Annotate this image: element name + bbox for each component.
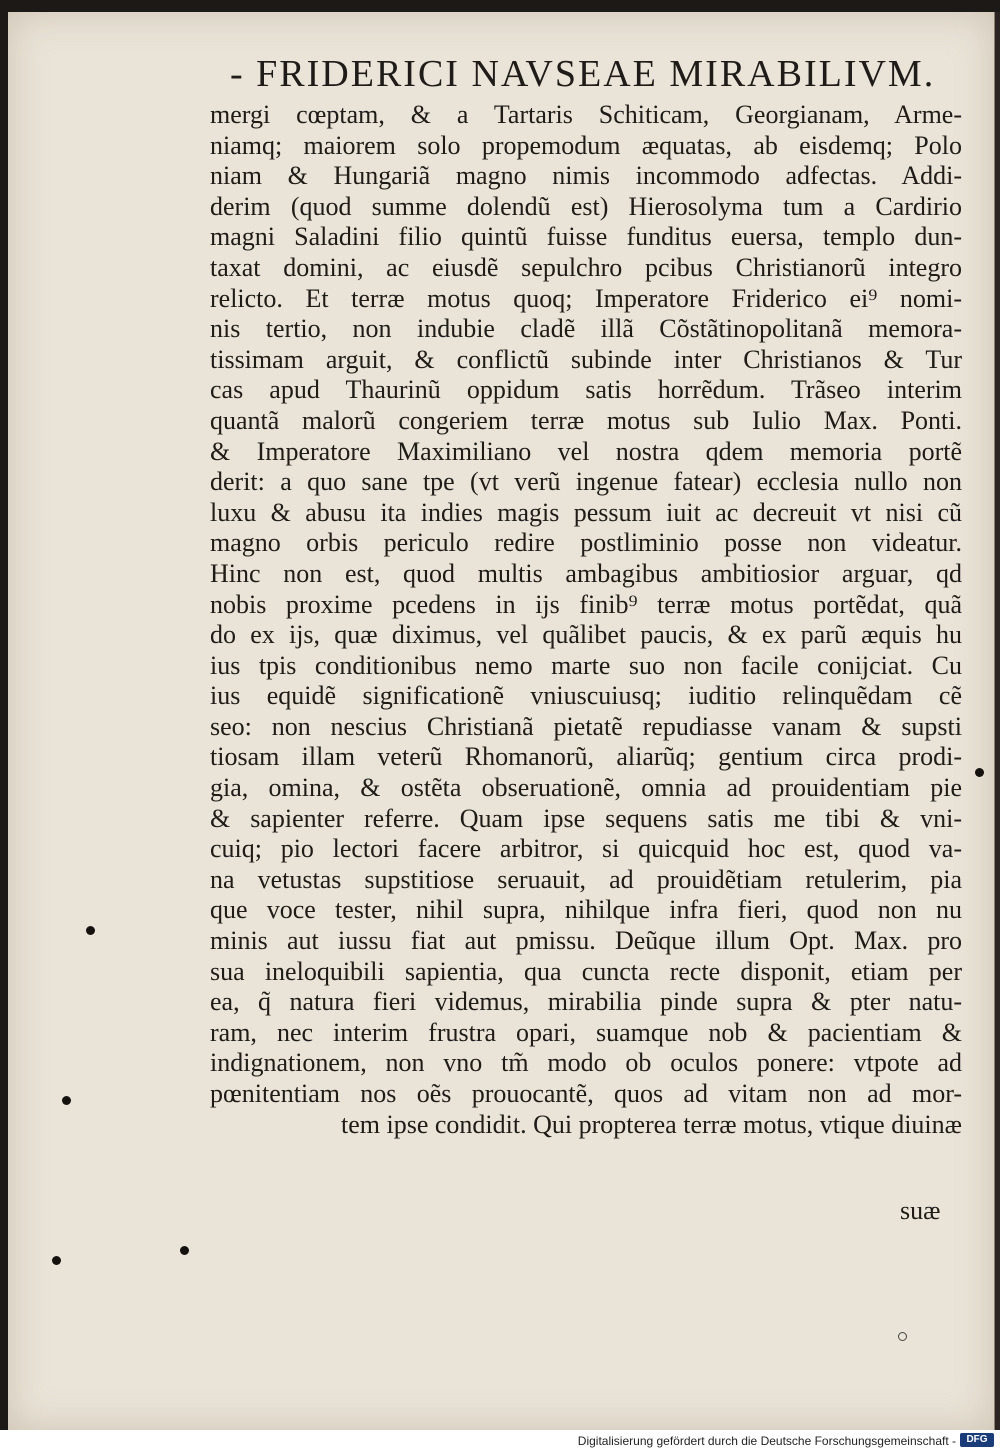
scan-border-left [0, 0, 8, 1453]
scan-border-top [0, 0, 1000, 12]
text-line: tiosam illam veterũ Rhomanorũ, aliarũq; gentium circa prodi- [210, 742, 962, 772]
text-line: cuiq; pio lectori facere arbitror, si quicquid hoc est, quod va- [210, 834, 962, 864]
margin-mark [52, 1256, 61, 1265]
running-head-dash: - [230, 53, 245, 95]
text-line: ram, nec interim frustra opari, suamque nob & pacientiam & [210, 1017, 962, 1047]
digitization-footer [0, 1430, 1000, 1453]
text-line: taxat domini, ac eiusdẽ sepulchro pcibus Christianorũ integro [210, 252, 962, 282]
text-line: ius equidẽ significationẽ vniuscuiusq; iuditio relinquẽdam cẽ [210, 681, 962, 711]
text-line: niam & Hungariã magno nimis incommodo adfectas. Addi- [210, 161, 962, 191]
text-line: do ex ijs, quæ diximus, vel quãlibet paucis, & ex parũ æquis hu [210, 620, 962, 650]
text-line: Hinc non est, quod multis ambagibus ambitiosior arguar, qd [210, 558, 962, 588]
footer-credit: Digitalisierung gefördert durch die Deutsche Forschungsgemeinschaft - [577, 1434, 956, 1448]
margin-mark [86, 926, 95, 935]
running-head-title: FRIDERICI NAVSEAE MIRABILIVM. [256, 53, 936, 95]
text-line: indignationem, non vno tm̃ modo ob oculos ponere: vtpote ad [210, 1048, 962, 1078]
dfg-logo: DFG [960, 1433, 994, 1447]
body-text [210, 100, 962, 1140]
text-line: nobis proxime pcedens in ijs finib⁹ terræ motus portẽdat, quã [210, 589, 962, 619]
text-line: pœnitentiam nos oẽs prouocantẽ, quos ad vitam non ad mor- [210, 1079, 962, 1108]
text-line: quantã malorũ congeriem terræ motus sub Iulio Max. Ponti. [210, 405, 962, 435]
running-head [230, 52, 936, 96]
text-line: niamq; maiorem solo propemodum æquatas, ab eisdemq; Polo [210, 130, 962, 160]
text-line: derit: a quo sane tpe (vt verũ ingenue fatear) ecclesia nullo non [210, 467, 962, 497]
text-line: luxu & abusu ita indies magis pessum iuit ac decreuit vt nisi cũ [210, 497, 962, 527]
text-line: que voce tester, nihil supra, nihilque infra fieri, quod non nu [210, 895, 962, 925]
margin-mark [898, 1332, 907, 1341]
text-line: minis aut iussu fiat aut pmissu. Deũque illum Opt. Max. pro [210, 926, 962, 956]
text-line: gia, omina, & ostẽta obseruationẽ, omnia ad prouidentiam pie [210, 773, 962, 803]
text-line: & Imperatore Maximiliano vel nostra qdem memoria portẽ [210, 436, 962, 466]
text-line: sua ineloquibili sapientia, qua cuncta recte disponit, etiam per [210, 956, 962, 986]
text-line: na vetustas supstitiose seruauit, ad prouidẽtiam retulerim, pia [210, 864, 962, 894]
text-line: tem ipse condidit. Qui propterea terræ motus, vtique diuinæ [340, 1109, 962, 1139]
text-line: seo: non nescius Christianã pietatẽ repudiasse vanam & supsti [210, 711, 962, 741]
margin-mark [62, 1096, 71, 1105]
text-line: relicto. Et terræ motus quoq; Imperatore Friderico ei⁹ nomi- [210, 283, 962, 313]
text-line: ius tpis conditionibus nemo marte suo non facile conijciat. Cu [210, 650, 962, 680]
text-line: cas apud Thaurinũ oppidum satis horrẽdum. Trãseo interim [210, 375, 962, 405]
margin-mark [180, 1246, 189, 1255]
text-line: & sapienter referre. Quam ipse sequens satis me tibi & vni- [210, 803, 962, 833]
text-line: nis tertio, non indubie cladẽ illã Cõstãtinopolitanã memora- [210, 314, 962, 344]
text-line: mergi cœptam, & a Tartaris Schiticam, Georgianam, Arme- [210, 100, 962, 129]
text-line: derim (quod summe dolendũ est) Hierosolyma tum a Cardirio [210, 191, 962, 221]
text-line: ea, q̃ natura fieri videmus, mirabilia pinde supra & pter natu- [210, 987, 962, 1017]
margin-mark [975, 768, 984, 777]
text-line: magni Saladini filio quintũ fuisse funditus euersa, templo dun- [210, 222, 962, 252]
catchword: suæ [900, 1196, 941, 1225]
text-line: magno orbis periculo redire postliminio posse non videatur. [210, 528, 962, 558]
text-line: tissimam arguit, & conflictũ subinde inter Christianos & Tur [210, 344, 962, 374]
